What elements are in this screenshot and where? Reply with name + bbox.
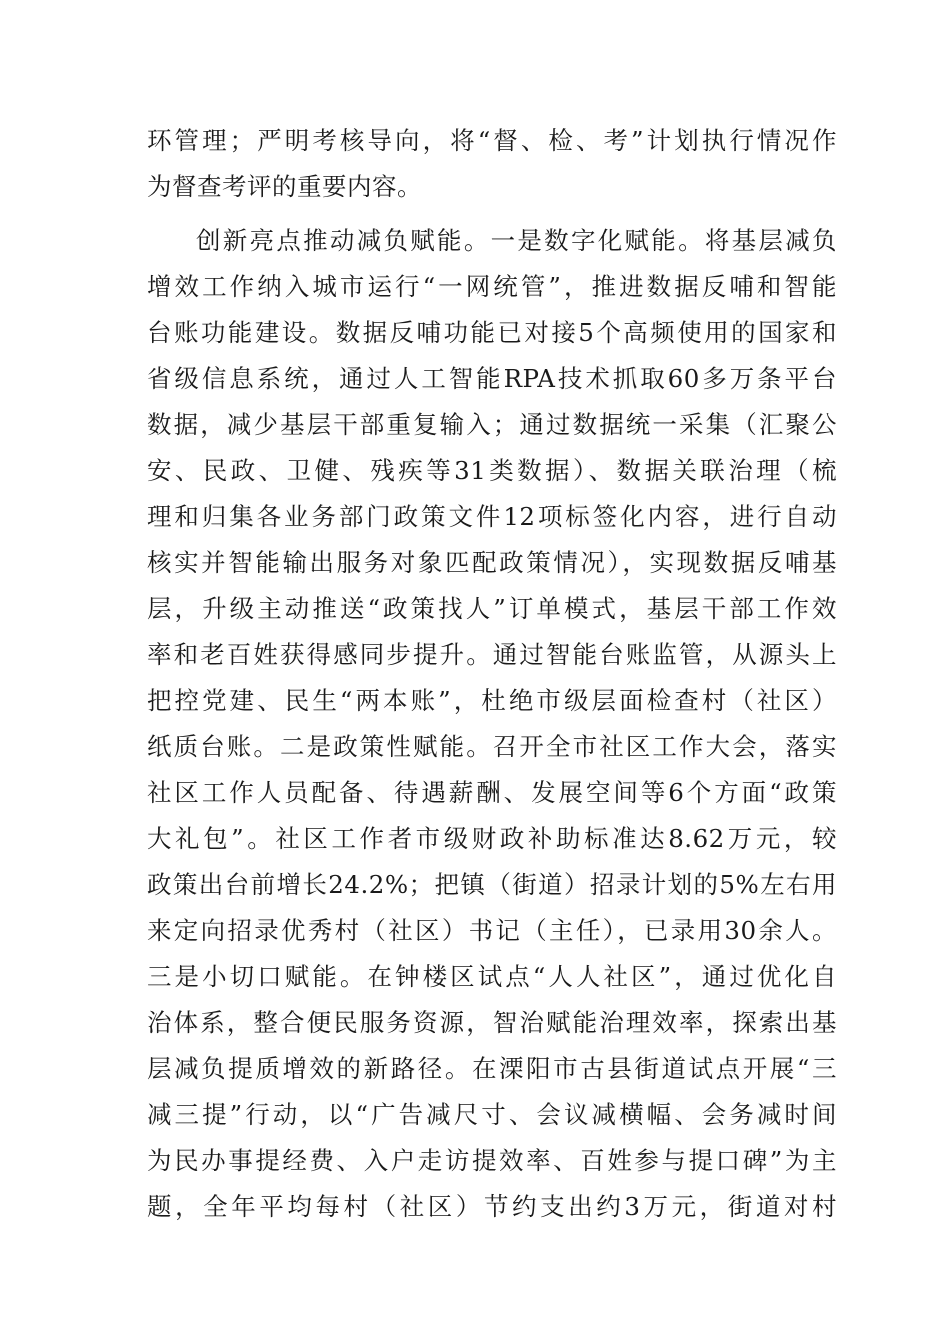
text-line: 理和归集各业务部门政策文件12项标签化内容，进行自动	[147, 502, 837, 531]
text-line: 层，升级主动推送“政策找人”订单模式，基层干部工作效	[147, 594, 837, 623]
text-line: 安、民政、卫健、残疾等31类数据）、数据关联治理（梳	[147, 456, 837, 485]
text-line: 减三提”行动，以“广告减尺寸、会议减横幅、会务减时间	[147, 1100, 837, 1129]
text-line: 题，全年平均每村（社区）节约支出约3万元，街道对村	[147, 1192, 837, 1221]
paragraph-1	[147, 118, 837, 210]
text-line: 创新亮点推动减负赋能。一是数字化赋能。将基层减负	[196, 226, 837, 255]
text-line: 三是小切口赋能。在钟楼区试点“人人社区”，通过优化自	[147, 962, 837, 991]
text-line: 核实并智能输出服务对象匹配政策情况），实现数据反哺基	[147, 548, 837, 577]
text-line: 数据，减少基层干部重复输入；通过数据统一采集（汇聚公	[147, 410, 837, 439]
text-line: 率和老百姓获得感同步提升。通过智能台账监管，从源头上	[147, 640, 837, 669]
text-line: 把控党建、民生“两本账”，杜绝市级层面检查村（社区）	[147, 686, 837, 715]
text-line: 增效工作纳入城市运行“一网统管”，推进数据反哺和智能	[147, 272, 837, 301]
text-line: 治体系，整合便民服务资源，智治赋能治理效率，探索出基	[147, 1008, 837, 1037]
text-line: 大礼包”。社区工作者市级财政补助标准达8.62万元，较	[147, 824, 837, 853]
text-line: 来定向招录优秀村（社区）书记（主任），已录用30余人。	[147, 916, 837, 945]
text-line: 为民办事提经费、入户走访提效率、百姓参与提口碑”为主	[147, 1146, 837, 1175]
text-line: 纸质台账。二是政策性赋能。召开全市社区工作大会，落实	[147, 732, 837, 761]
body-text	[147, 118, 837, 1230]
text-line: 为督查考评的重要内容。	[147, 172, 422, 201]
text-line: 政策出台前增长24.2%；把镇（街道）招录计划的5%左右用	[147, 870, 837, 899]
text-line: 台账功能建设。数据反哺功能已对接5个高频使用的国家和	[147, 318, 837, 347]
text-line: 环管理；严明考核导向，将“督、检、考”计划执行情况作	[147, 126, 837, 155]
text-line: 层减负提质增效的新路径。在溧阳市古县街道试点开展“三	[147, 1054, 837, 1083]
text-line: 省级信息系统，通过人工智能RPA技术抓取60多万条平台	[147, 364, 837, 393]
paragraph-spacer	[147, 210, 837, 218]
paragraph-2	[147, 218, 837, 1230]
text-line: 社区工作人员配备、待遇薪酬、发展空间等6个方面“政策	[147, 778, 837, 807]
